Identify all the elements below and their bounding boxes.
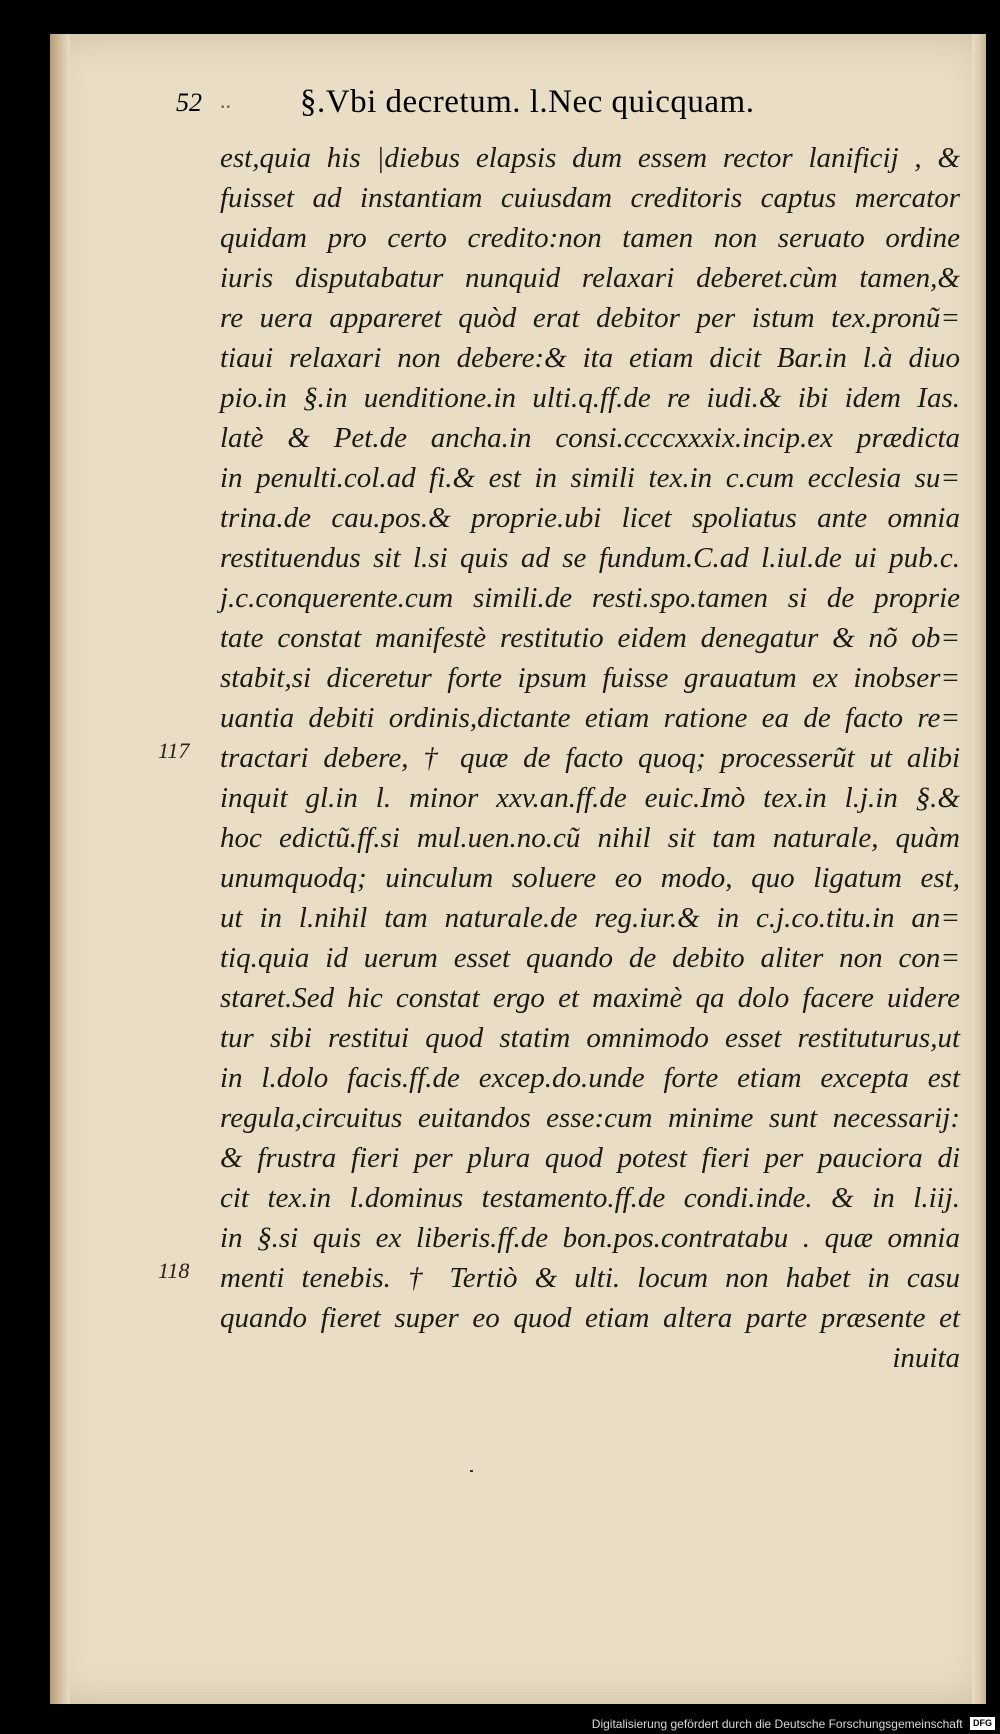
ink-speck — [470, 1470, 473, 1472]
text-line: tur sibi restitui quod statim omnimodo esset restituturus,ut — [220, 1022, 960, 1054]
text-line: in l.dolo facis.ff.de excep.do.unde forte etiam excepta est — [220, 1062, 960, 1094]
text-line: est,quia his |diebus elapsis dum essem rector lanificij , & — [220, 142, 960, 174]
text-line: inuita — [892, 1342, 960, 1374]
text-line: tiq.quia id uerum esset quando de debito aliter non con= — [220, 942, 960, 974]
dfg-logo: DFG — [970, 1717, 995, 1730]
text-line: inquit gl.in l. minor xxv.an.ff.de euic.Imò tex.in l.j.in §.& — [220, 782, 960, 814]
text-line: ut in l.nihil tam naturale.de reg.iur.& in c.j.co.titu.in an= — [220, 902, 960, 934]
margin-number: 118 — [158, 1258, 190, 1283]
text-line: in penulti.col.ad fi.& est in simili tex.in c.cum ecclesia su= — [220, 462, 960, 494]
text-line: regula,circuitus euitandos esse:cum minime sunt necessarij: — [220, 1102, 960, 1134]
text-line: hoc edictũ.ff.si mul.uen.no.cũ nihil sit tam naturale, quàm — [220, 822, 960, 854]
text-line: unumquodq; uinculum soluere eo modo, quo ligatum est, — [220, 862, 960, 894]
text-line: latè & Pet.de ancha.in consi.ccccxxxix.incip.ex prædicta — [220, 422, 960, 454]
text-line: quando fieret super eo quod etiam altera parte præsente et — [220, 1302, 960, 1334]
page-fore-edge — [972, 34, 986, 1704]
text-line: tiaui relaxari non debere:& ita etiam dicit Bar.in l.à diuo — [220, 342, 960, 374]
body-text — [220, 138, 960, 1378]
footer-credit: Digitalisierung gefördert durch die Deutsche Forschungsgemeinschaft — [591, 1716, 963, 1731]
text-line: quidam pro certo credito:non tamen non seruato ordine — [220, 222, 960, 254]
text-line: pio.in §.in uenditione.in ulti.q.ff.de re iudi.& ibi idem Ias. — [220, 382, 960, 414]
text-line: trina.de cau.pos.& proprie.ubi licet spoliatus ante omnia — [220, 502, 960, 534]
margin-number: 117 — [158, 738, 190, 763]
page-number: 52 — [176, 88, 202, 117]
running-head-title: §.Vbi decretum. l.Nec quicquam. — [300, 84, 755, 120]
text-line: in §.si quis ex liberis.ff.de bon.pos.contratabu . quæ omnia — [220, 1222, 960, 1254]
text-line: staret.Sed hic constat ergo et maximè qa dolo facere uidere — [220, 982, 960, 1014]
text-line: j.c.conquerente.cum simili.de resti.spo.tamen si de proprie — [220, 582, 960, 614]
text-line: uantia debiti ordinis,dictante etiam ratione ea de facto re= — [220, 702, 960, 734]
text-line: re uera appareret quòd erat debitor per istum tex.pronũ= — [220, 302, 960, 334]
text-line: restituendus sit l.si quis ad se fundum.C.ad l.iul.de ui pub.c. — [220, 542, 960, 574]
text-line: tractari debere, † quæ de facto quoq; processerũt ut alibi — [220, 742, 960, 774]
page-gutter-shadow — [50, 34, 70, 1704]
page-number-mark: .. — [220, 88, 231, 113]
text-line: fuisset ad instantiam cuiusdam creditoris captus mercator — [220, 182, 960, 214]
text-line: cit tex.in l.dominus testamento.ff.de condi.inde. & in l.iij. — [220, 1182, 960, 1214]
text-line: menti tenebis. † Tertiò & ulti. locum non habet in casu — [220, 1262, 960, 1294]
text-line: stabit,si diceretur forte ipsum fuisse grauatum ex inobser= — [220, 662, 960, 694]
text-line: iuris disputabatur nunquid relaxari deberet.cùm tamen,& — [220, 262, 960, 294]
text-line: & frustra fieri per plura quod potest fieri per pauciora di — [220, 1142, 960, 1174]
digitization-footer — [0, 1716, 995, 1734]
text-line: tate constat manifestè restitutio eidem denegatur & nõ ob= — [220, 622, 960, 654]
